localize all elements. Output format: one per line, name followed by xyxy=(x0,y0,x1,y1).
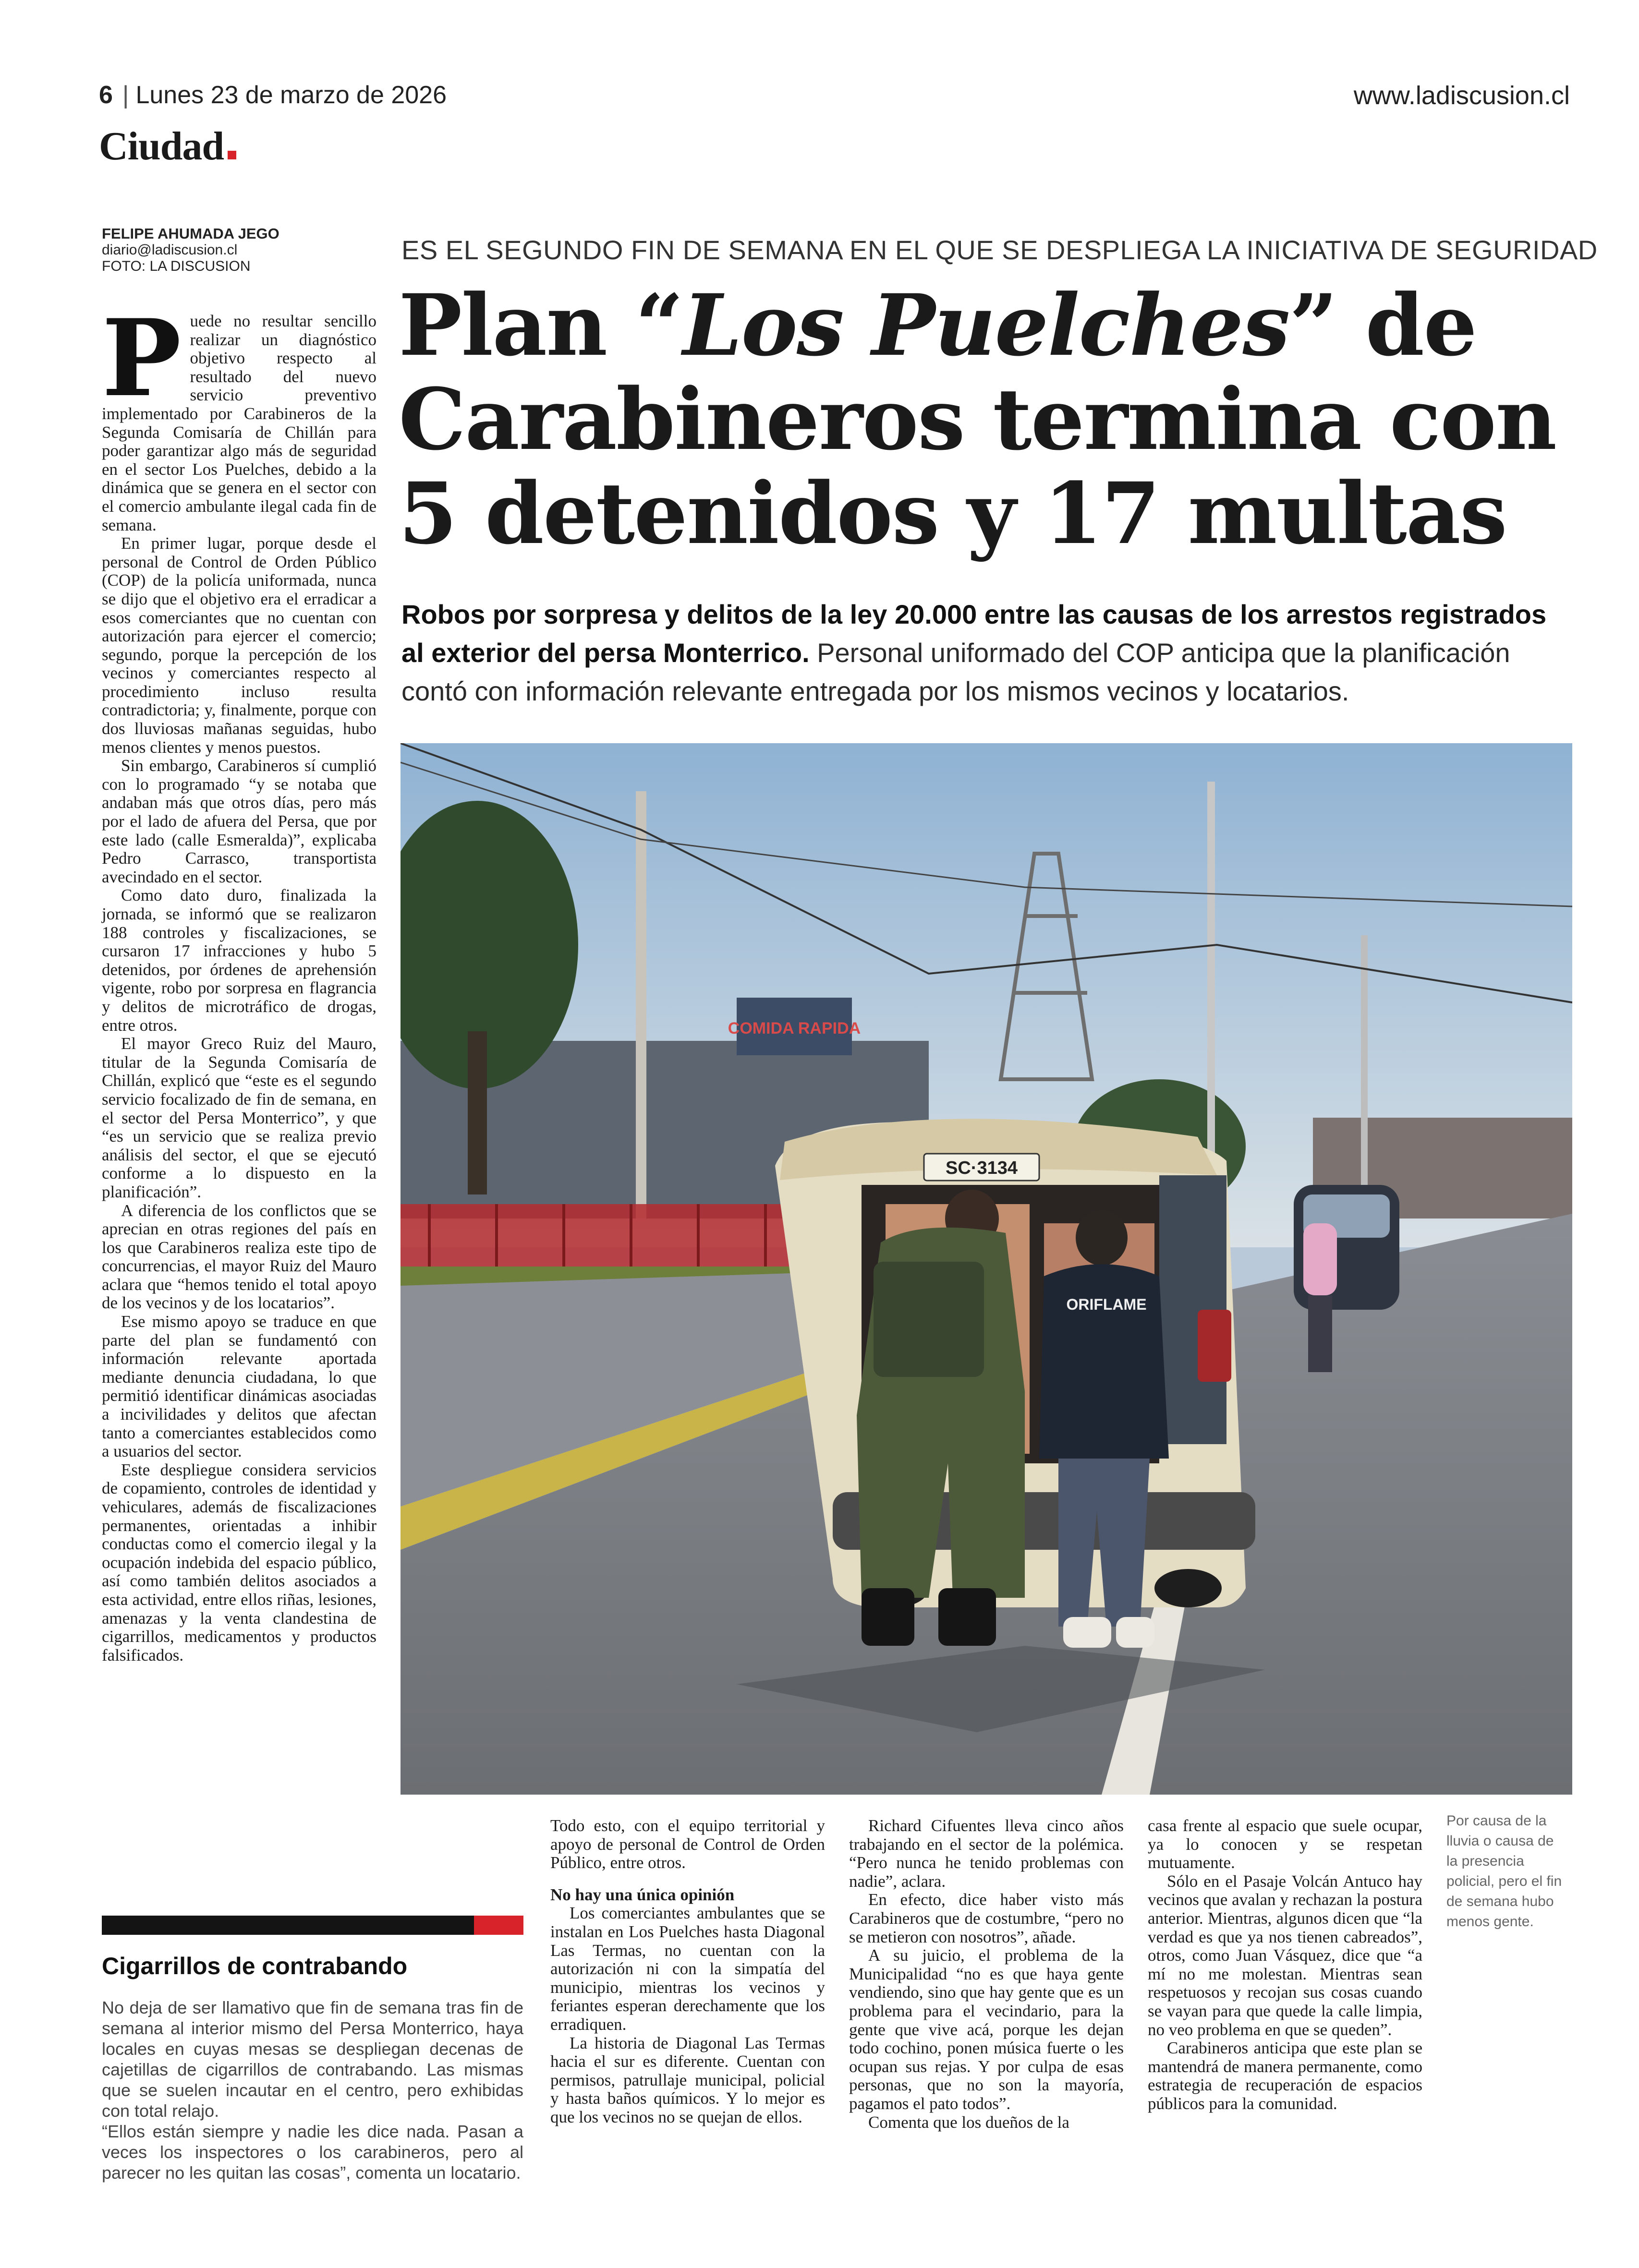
person-pink xyxy=(1303,1223,1337,1295)
paragraph: casa frente al espacio que suele ocupar, ya lo conocen y se respetan mutuamente. xyxy=(1148,1816,1422,1872)
tree-trunk xyxy=(468,1031,487,1194)
article-column-3 xyxy=(849,1817,1124,2132)
website-url: www.ladiscusion.cl xyxy=(1353,81,1570,110)
paragraph: Carabineros anticipa que este plan se mantendrá de manera permanente, como estrategia de recuperación de espacios públicos para la comunidad. xyxy=(1148,2039,1422,2113)
box-paragraph: No deja de ser llamativo que fin de semana tras fin de semana al interior mismo del Persa Monterrico, haya locales en cuyas mesas se despliegan decenas de cajetillas de cigarrillos de contrabando. Las mismas que se suelen incautar en el centro, pero exhibidas con total relajo. xyxy=(102,1998,523,2121)
photo-credit: FOTO: LA DISCUSION xyxy=(102,258,251,274)
woman-jacket xyxy=(1039,1264,1169,1459)
paragraph: Richard Cifuentes lleva cinco años trabajando en el sector de la polémica. “Pero nunca he tenido problemas con nadie”, aclara. xyxy=(849,1816,1124,1891)
drop-cap: P xyxy=(102,296,182,420)
paragraph: El mayor Greco Ruiz del Mauro, titular de la Segunda Comisaría de Chillán, explicó que “este es el segundo servicio focalizado de fin de semana, en el sector del Persa Monterrico”, y que “es un servicio que se realiza previo análisis del sector, el que se ejecutó conforme a lo dispuesto en la planificación”. xyxy=(102,1034,376,1201)
page-folio xyxy=(99,81,447,109)
woman-head xyxy=(1076,1210,1128,1266)
officer-vest xyxy=(874,1262,984,1377)
headline-part-2: ” de Carabineros termina con 5 detenidos y 17 multas xyxy=(399,276,1556,563)
jacket-logo: ORIFLAME xyxy=(1066,1296,1147,1313)
street-lamp-pole xyxy=(1207,782,1215,1214)
box-bar-red xyxy=(474,1916,523,1935)
paragraph: Comenta que los dueños de la xyxy=(868,2112,1069,2132)
paragraph: Este despliegue considera servicios de copamiento, controles de identidad y vehiculares, además de fiscalizaciones permanentes, orientadas a inhibir conductas como el comercio ilegal y la ocupación indebida del espacio público, así como también delitos asociados a esta actividad, entre ellos riñas, lesiones, amenazas y la venta clandestina de cigarrillos, medicamentos y productos falsificados. xyxy=(102,1460,376,1665)
box-body xyxy=(102,1997,523,2183)
article-deck xyxy=(401,595,1573,711)
utility-pole-right xyxy=(1361,935,1368,1214)
box-paragraph: “Ellos están siempre y nadie les dice nada. Pasan a veces los inspectores o los carabineros, pero al parecer no les quitan las cosas”, comenta un locatario. xyxy=(102,2122,523,2183)
paragraph: Sin embargo, Carabineros sí cumplió con lo programado “y se notaba que andaban más que otros días, pero más por el lado de afuera del Persa, que por este lado (calle Esmeralda)”, explicaba Pedro Carrasco, transportista avecindado en el sector. xyxy=(102,756,376,886)
paragraph: A diferencia de los conflictos que se aprecian en otras regiones del país en los que Carabineros realiza este tipo de concurrencias, el mayor Ruiz del Mauro aclara que “hemos tenido el total apoyo de los vecinos y de los locatarios”. xyxy=(102,1201,376,1313)
woman-sneaker xyxy=(1063,1617,1111,1648)
paragraph: Todo esto, con el equipo territorial y apoyo de personal de Control de Orden Público, entre otros. xyxy=(550,1816,825,1872)
article-column-2 xyxy=(550,1817,825,2127)
article-column-1 xyxy=(102,296,376,1665)
paragraph: Los comerciantes ambulantes que se instalan en Los Puelches hasta Diagonal Las Termas, no cuentan con la autorización ni con la simpatía del municipio, mientras los vecinos y feriantes esperan derechamente que los erradiquen. xyxy=(550,1904,825,2034)
paragraph: Sólo en el Pasaje Volcán Antuco hay vecinos que avalan y rechazan la postura anterior. Mientras, algunos dicen que “la verdad es que ya nos tienen cabreados”, otros, como Juan Vásquez, dice que “a mí no me molestan. Mientras sean respetuosos y recojan sus cosas cuando se vayan para que quede la calle limpia, no veo problema en que se queden”. xyxy=(1148,1871,1422,2039)
section-label: Ciudad xyxy=(99,124,224,169)
red-fence xyxy=(401,1204,833,1267)
paragraph: La historia de Diagonal Las Termas hacia el sur es diferente. Cuentan con permisos, patrullaje municipal, policial y hasta baños químicos. Y lo mejor es que los vecinos no se quejan de ellos. xyxy=(550,2033,825,2126)
page-number: 6 xyxy=(99,81,113,109)
paragraph: En primer lugar, porque desde el personal de Control de Orden Público (COP) de la policía uniformada, nunca se dijo que el objetivo era el erradicar a esos comerciantes que no cuentan con autorización para ejercer el comercio; segundo, porque la percepción de los vecinos y comerciantes respecto al procedimiento incluso resulta contradictoria; y, finalmente, porque con dos lluviosas mañanas seguidas, hubo menos clientes y menos puestos. xyxy=(102,534,376,757)
van-taillight xyxy=(1198,1310,1231,1382)
article-column-4 xyxy=(1148,1817,1422,2113)
section-red-dot xyxy=(228,151,236,159)
article-headline xyxy=(399,278,1580,561)
subheading: No hay una única opinión xyxy=(550,1885,735,1904)
box-header-bar xyxy=(102,1916,523,1935)
deck-rest: Personal uniformado del COP anticipa que la planificación contó con información relevante entregada por los mismos vecinos y locatarios. xyxy=(401,638,1510,706)
article-photo xyxy=(401,743,1572,1795)
folio-separator: | xyxy=(122,81,129,109)
box-bar-black xyxy=(102,1916,474,1935)
headline-part-1: Plan “ xyxy=(399,276,683,375)
article-kicker: ES EL SEGUNDO FIN DE SEMANA EN EL QUE SE DESPLIEGA LA INICIATIVA DE SEGURIDAD xyxy=(401,235,1598,265)
section-title xyxy=(99,123,236,169)
box-title: Cigarrillos de contrabando xyxy=(102,1953,408,1979)
utility-pole-left xyxy=(636,791,646,1218)
byline-email: diario@ladiscusion.cl xyxy=(102,242,238,258)
store-sign-text: COMIDA RAPIDA xyxy=(728,1019,861,1037)
deck-bold: Robos por sorpresa y delitos de la ley 20.000 entre las causas de los arrestos registrados al exterior del persa Monterrico. xyxy=(401,599,1547,668)
paragraph: Ese mismo apoyo se traduce en que parte del plan se fundamentó con información relevante aportada mediante denuncia ciudadana, lo que permitió identificar dinámicas asociadas a incivilidades y delitos que afectan tanto a comerciantes establecidos como a usuarios del sector. xyxy=(102,1312,376,1461)
issue-date: Lunes 23 de marzo de 2026 xyxy=(135,81,447,109)
byline xyxy=(102,226,279,275)
byline-author: FELIPE AHUMADA JEGO xyxy=(102,225,279,242)
headline-italic: Los Puelches xyxy=(682,276,1289,375)
paragraph: Como dato duro, finalizada la jornada, se informó que se realizaron 188 controles y fiscalizaciones, se cursaron 17 infracciones y hubo 5 detenidos, por órdenes de aprehensión vigente, robo por sorpresa en flagrancia y delitos de microtráfico de drogas, entre otros. xyxy=(102,886,376,1035)
officer-boot xyxy=(862,1588,914,1646)
license-plate-text: SC·3134 xyxy=(946,1158,1018,1178)
photo-caption: Por causa de la lluvia o causa de la presencia policial, pero el fin de semana hubo menos gente. xyxy=(1446,1813,1562,1930)
paragraph: En efecto, dice haber visto más Carabineros que de costumbre, “pero no se metieron con nosotros”, añade. xyxy=(849,1890,1124,1946)
paragraph: A su juicio, el problema de la Municipalidad “no es que haya gente vendiendo, sino que hay gente que es un problema para el vecindario, para la gente que vive acá, porque les dejan todo cochino, ponen música fuerte o les ocupan sus rejas. Y por culpa de esas personas, que no son la mayoría, pagamos el pato todos”. xyxy=(849,1946,1124,2113)
paragraph: uede no resultar sencillo realizar un diagnóstico objetivo respecto al resultado del nuevo servicio preventivo implementado por Carabineros de la Segunda Comisaría de Chillán para poder garantizar algo más de seguridad en el sector Los Puelches, debido a la dinámica que se genera en el sector con el comercio ambulante ilegal cada fin de semana. xyxy=(102,312,376,534)
photo-illustration xyxy=(401,743,1572,1795)
